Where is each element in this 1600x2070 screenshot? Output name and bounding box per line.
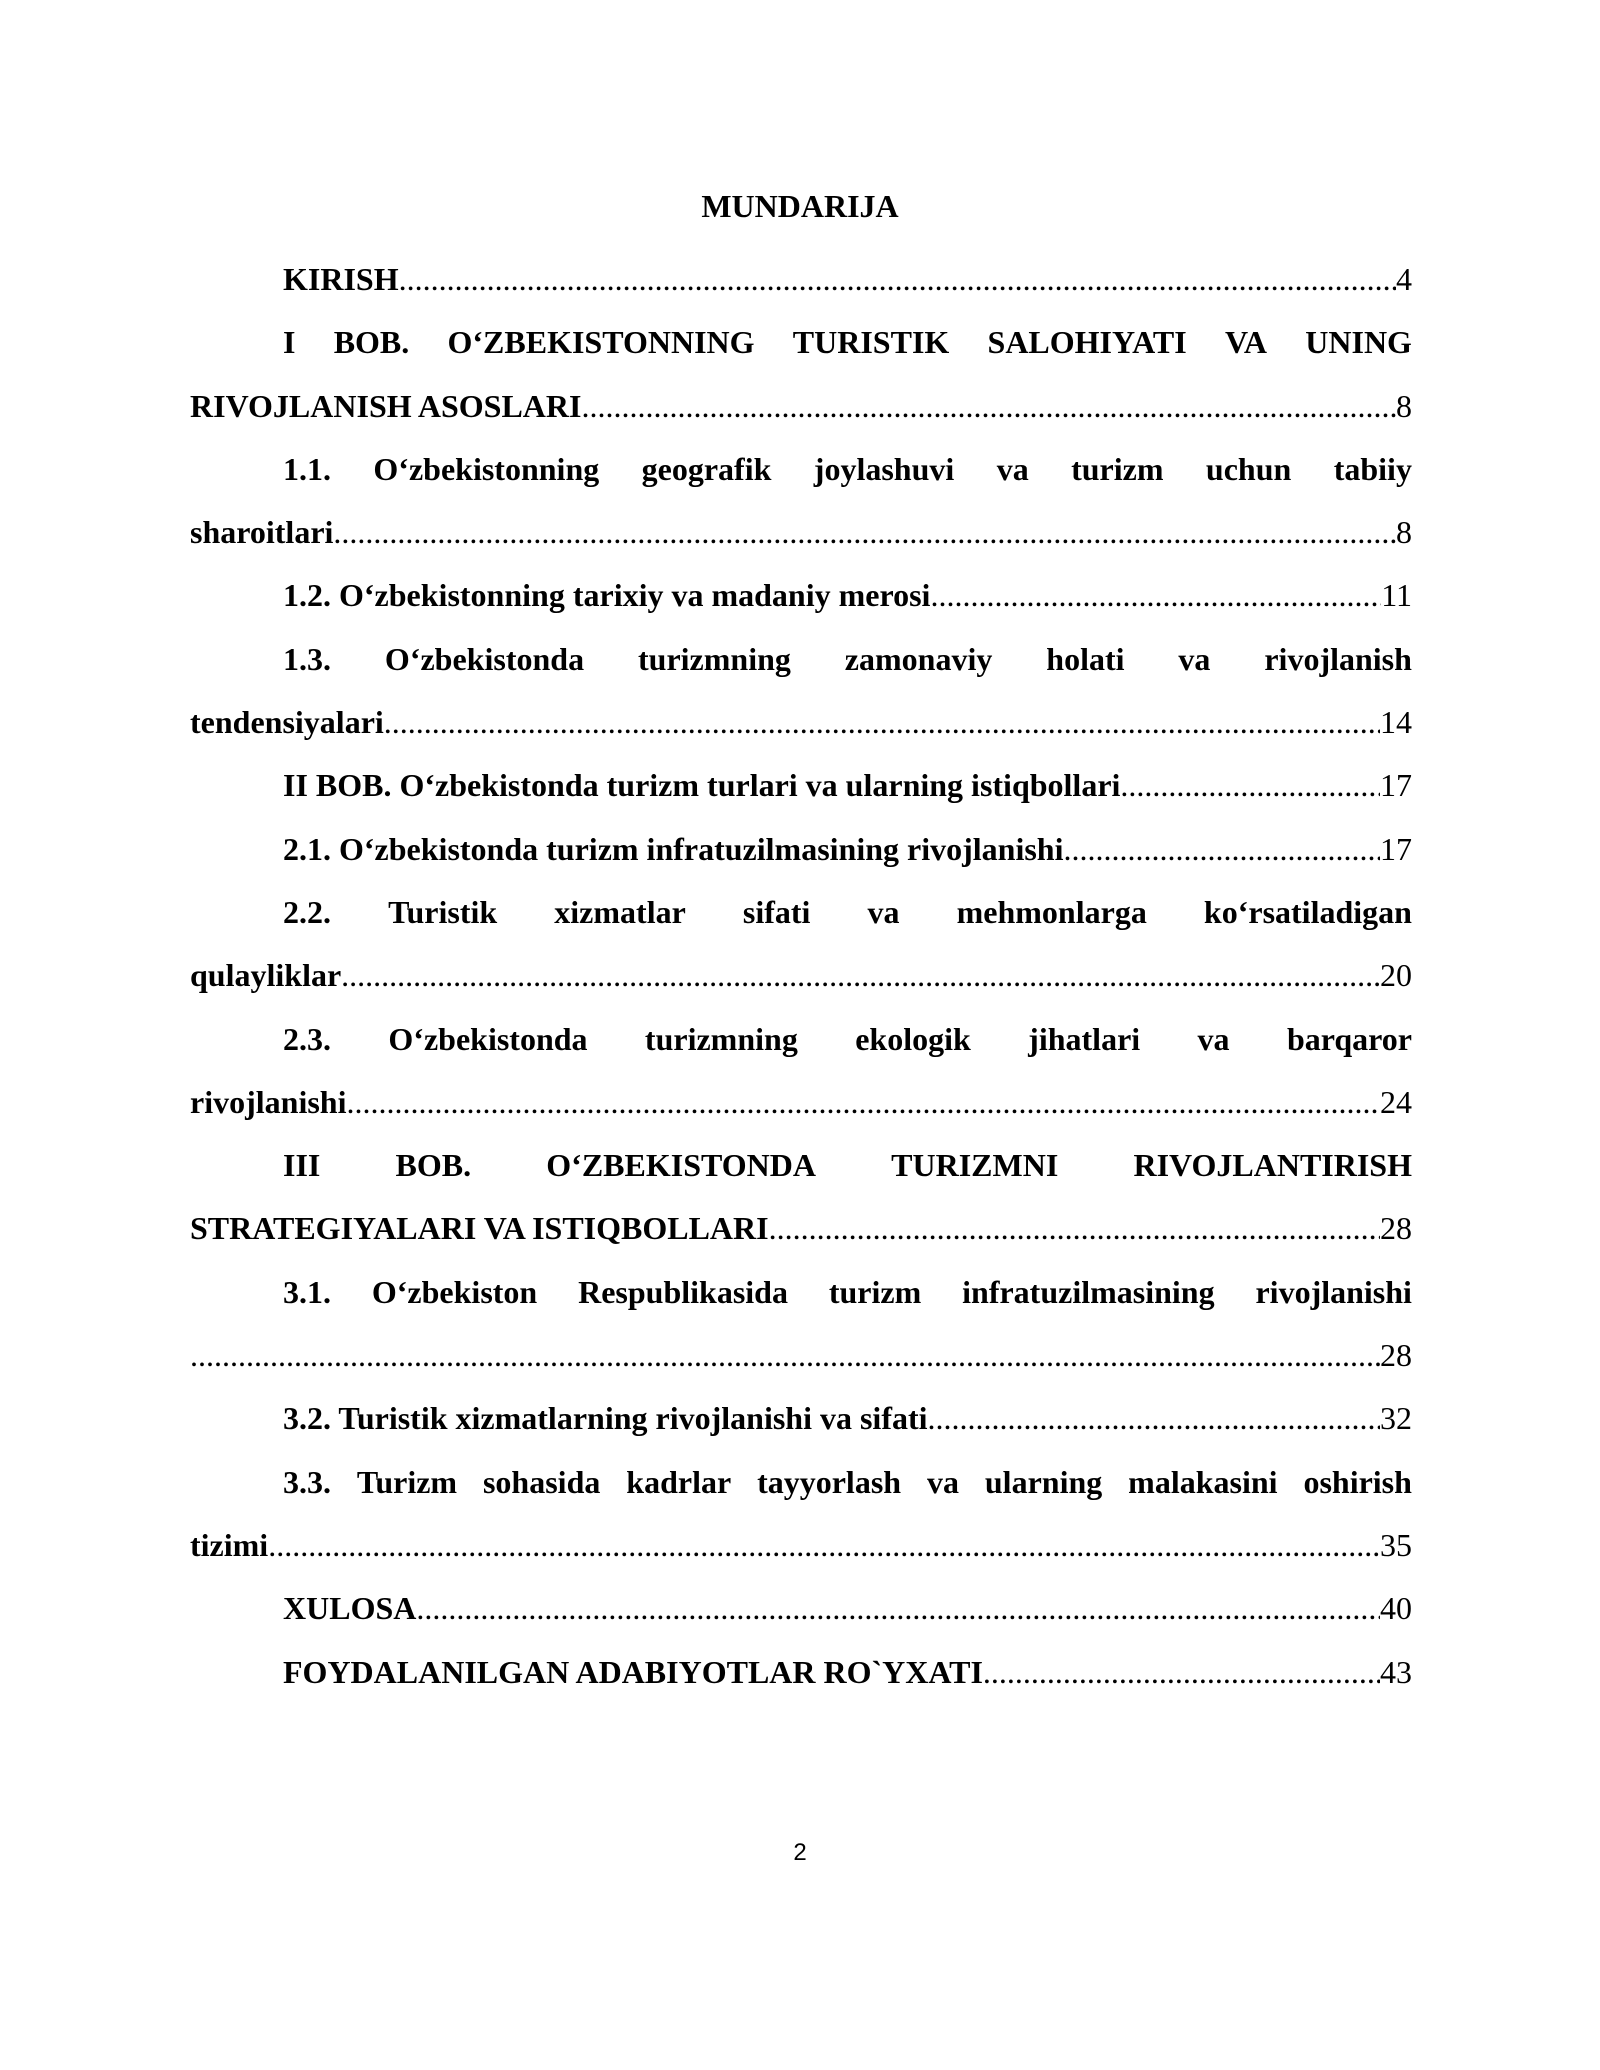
toc-word: Turizm (356, 1463, 458, 1500)
toc-page-number: 40 (1380, 1590, 1412, 1627)
toc-word: tabiiy (1333, 450, 1412, 487)
table-of-contents (190, 248, 1412, 1704)
toc-entry-bob-1[interactable] (190, 311, 1412, 438)
toc-entry-xulosa[interactable] (190, 1577, 1412, 1640)
toc-word: VA (1224, 324, 1268, 361)
dot-leader (1063, 818, 1380, 881)
toc-word: geografik (641, 450, 772, 487)
dot-leader (769, 1197, 1380, 1260)
toc-page-number: 4 (1396, 261, 1412, 297)
dot-leader (928, 1387, 1380, 1450)
toc-word: kadrlar (626, 1463, 732, 1500)
toc-word: TURIZMNI (891, 1147, 1059, 1184)
toc-word: ekologik (855, 1020, 971, 1057)
toc-word: 2.2. (283, 893, 331, 930)
toc-word: mehmonlarga (956, 893, 1147, 930)
toc-entry-1-2[interactable] (190, 564, 1412, 627)
toc-word: turizmning (644, 1020, 798, 1057)
toc-page-number: 17 (1380, 830, 1412, 867)
toc-word: zamonaviy (844, 640, 993, 677)
toc-word: va (1197, 1020, 1230, 1057)
toc-entry-adabiyotlar[interactable] (190, 1641, 1412, 1704)
toc-word: va (996, 450, 1029, 487)
toc-entry-first-line (190, 438, 1412, 501)
toc-entry-label: 2.1. O‘zbekistonda turizm infratuzilmasining rivojlanishi (283, 830, 1064, 867)
dot-leader (346, 1071, 1380, 1134)
toc-entry-bob-3[interactable] (190, 1134, 1412, 1261)
toc-page-number: 28 (1380, 1337, 1412, 1374)
toc-entry-label: tizimi (190, 1526, 269, 1563)
toc-page-number: 35 (1380, 1526, 1412, 1563)
toc-page-number: 8 (1396, 514, 1412, 551)
dot-leader (416, 1577, 1380, 1640)
toc-entry-1-3[interactable] (190, 628, 1412, 755)
toc-word: O‘zbekistonda (384, 640, 585, 677)
toc-word: ularning (984, 1463, 1103, 1500)
toc-entry-2-2[interactable] (190, 881, 1412, 1008)
toc-word: O‘ZBEKISTONDA (546, 1147, 816, 1184)
toc-entry-label: STRATEGIYALARI VA ISTIQBOLLARI (190, 1210, 769, 1247)
toc-word: UNING (1305, 324, 1412, 361)
toc-word: BOB. (395, 1147, 472, 1184)
toc-entry-label: 3.2. Turistik xizmatlarning rivojlanishi va sifati (283, 1400, 928, 1437)
toc-word: ko‘rsatiladigan (1203, 893, 1412, 930)
toc-word: rivojlanishi (1255, 1273, 1412, 1310)
toc-word: 1.3. (283, 640, 331, 677)
toc-entry-kirish[interactable] (190, 248, 1412, 311)
toc-entry-first-line (190, 881, 1412, 944)
page-number: 2 (793, 1839, 807, 1866)
toc-page-number: 8 (1396, 387, 1412, 424)
dot-leader (581, 375, 1396, 438)
toc-word: III (283, 1147, 321, 1184)
toc-word: tayyorlash (757, 1463, 902, 1500)
toc-entry-2-3[interactable] (190, 1008, 1412, 1135)
toc-entry-label: tendensiyalari (190, 704, 384, 741)
toc-entry-first-line (190, 1261, 1412, 1324)
toc-entry-label: II BOB. O‘zbekistonda turizm turlari va ularning istiqbollari (283, 767, 1121, 804)
dot-leader (268, 1514, 1380, 1577)
toc-page-number: 24 (1380, 1083, 1412, 1120)
toc-word: O‘zbekiston (371, 1273, 538, 1310)
dot-leader (1120, 754, 1380, 817)
toc-word: infratuzilmasining (962, 1273, 1215, 1310)
toc-page-number: 11 (1381, 577, 1412, 614)
dot-leader (384, 691, 1380, 754)
toc-word: 1.1. (283, 450, 331, 487)
toc-word: barqaror (1286, 1020, 1412, 1057)
toc-word: va (1178, 640, 1211, 677)
toc-word: 3.3. (283, 1463, 331, 1500)
toc-word: xizmatlar (554, 893, 686, 930)
dot-leader (190, 1324, 1380, 1387)
toc-word: BOB. (333, 324, 410, 361)
dot-leader (399, 248, 1396, 311)
toc-entry-label: FOYDALANILGAN ADABIYOTLAR RO`YXATI (283, 1653, 983, 1690)
toc-entry-3-1[interactable] (190, 1261, 1412, 1388)
toc-word: holati (1046, 640, 1125, 677)
toc-word: va (926, 1463, 959, 1500)
toc-word: uchun (1205, 450, 1292, 487)
toc-page-number: 43 (1380, 1653, 1412, 1690)
toc-entry-label: sharoitlari (190, 514, 334, 551)
toc-entry-first-line (190, 1134, 1412, 1197)
toc-entry-first-line (190, 1008, 1412, 1071)
toc-word: O‘zbekistonning (373, 450, 600, 487)
toc-entry-3-3[interactable] (190, 1451, 1412, 1578)
toc-word: malakasini (1128, 1463, 1278, 1500)
toc-word: I (283, 324, 296, 361)
toc-word: sohasida (482, 1463, 601, 1500)
page-title: MUNDARIJA (701, 188, 899, 224)
toc-entry-label: RIVOJLANISH ASOSLARI (190, 387, 582, 424)
toc-word: oshirish (1303, 1463, 1412, 1500)
toc-word: va (867, 893, 900, 930)
dot-leader (983, 1641, 1380, 1704)
toc-word: rivojlanish (1264, 640, 1412, 677)
toc-word: 2.3. (283, 1020, 331, 1057)
toc-page-number: 20 (1380, 957, 1412, 994)
toc-entry-label: rivojlanishi (190, 1083, 347, 1120)
toc-word: O‘zbekistonda (388, 1020, 588, 1057)
toc-entry-2-1[interactable] (190, 818, 1412, 881)
toc-entry-first-line (190, 628, 1412, 691)
dot-leader (333, 501, 1396, 564)
toc-word: RIVOJLANTIRISH (1133, 1147, 1412, 1184)
toc-word: 3.1. (283, 1273, 331, 1310)
toc-word: sifati (742, 893, 811, 930)
toc-word: joylashuvi (813, 450, 955, 487)
toc-entry-label: 1.2. O‘zbekistonning tarixiy va madaniy merosi (283, 577, 931, 614)
toc-entry-label: KIRISH (283, 261, 399, 297)
toc-word: turizm (1071, 450, 1164, 487)
toc-word: turizm (828, 1273, 922, 1310)
toc-word: SALOHIYATI (987, 324, 1187, 361)
dot-leader (341, 944, 1380, 1007)
toc-entry-first-line (190, 311, 1412, 374)
toc-word: jihatlari (1028, 1020, 1141, 1057)
toc-word: turizmning (637, 640, 791, 677)
toc-word: Respublikasida (578, 1273, 788, 1310)
toc-entry-first-line (190, 1451, 1412, 1514)
toc-page-number: 32 (1380, 1400, 1412, 1437)
toc-entry-3-2[interactable] (190, 1387, 1412, 1450)
dot-leader (930, 564, 1381, 627)
toc-entry-bob-2[interactable] (190, 754, 1412, 817)
toc-entry-label: XULOSA (283, 1590, 417, 1627)
toc-entry-1-1[interactable] (190, 438, 1412, 565)
toc-word: O‘ZBEKISTONNING (447, 324, 755, 361)
toc-word: TURISTIK (792, 324, 950, 361)
toc-entry-label: qulayliklar (190, 957, 342, 994)
toc-word: Turistik (388, 893, 498, 930)
toc-page-number: 28 (1380, 1210, 1412, 1247)
toc-page-number: 14 (1380, 704, 1412, 741)
toc-page-number: 17 (1380, 767, 1412, 804)
